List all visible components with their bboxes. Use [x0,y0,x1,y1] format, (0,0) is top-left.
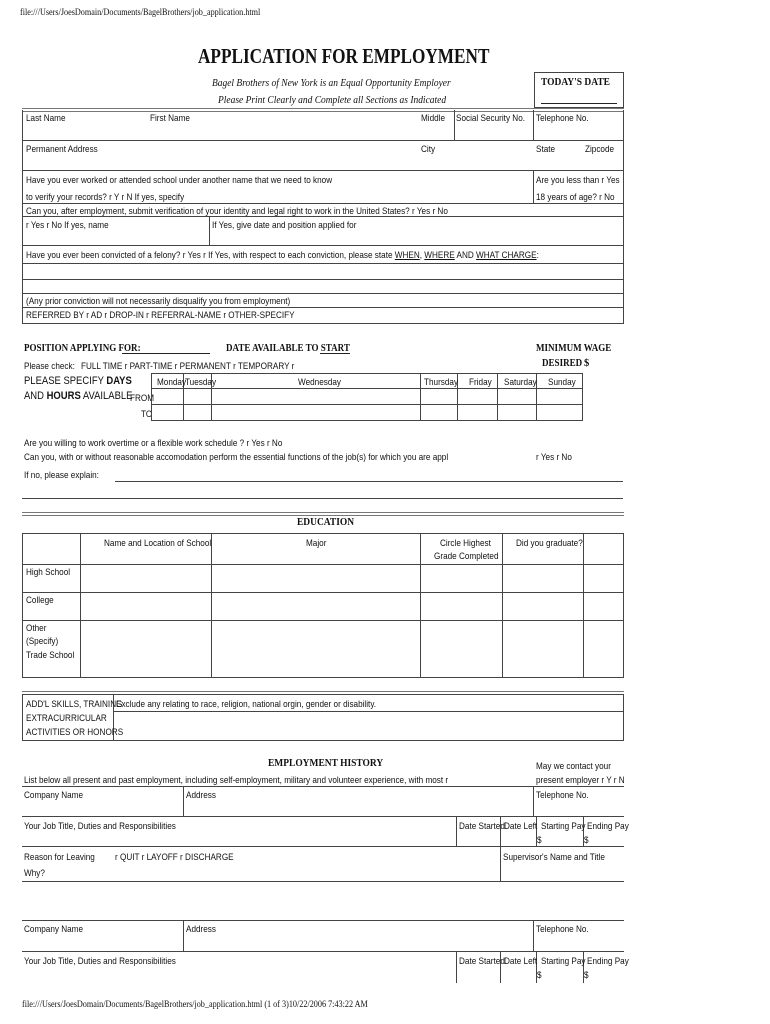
other-name-question: Have you ever worked or attended school under another name that we need to know [26,175,333,186]
employment-history-heading: EMPLOYMENT HISTORY [268,757,384,769]
may-contact-label: May we contact your [536,761,611,772]
if-no-explain-label: If no, please explain: [24,470,99,481]
date-left-label-2: Date Left [504,956,538,967]
starting-pay-dollar: $ [537,835,542,846]
date-available-label: DATE AVAILABLE TO START [226,343,350,354]
overtime-question[interactable]: Are you willing to work overtime or a flexible work schedule ? r Yes r No [24,438,283,449]
starting-pay-label: Starting Pay [541,821,586,832]
from-label: FROM [130,393,155,404]
to-label: TO [141,409,153,420]
why-label: Why? [24,868,45,879]
education-heading: EDUCATION [297,516,355,528]
col-highest-grade: Circle Highest [440,538,491,549]
row-other-specify: (Specify) [26,636,59,647]
row-college: College [26,595,54,606]
ssn-label: Social Security No. [456,113,526,124]
activities-label: ACTIVITIES OR HONORS [26,727,124,738]
prior-conviction-note: (Any prior conviction will not necessarily disqualify you from employment) [26,296,291,307]
position-applying-label: POSITION APPLYING FOR: [24,343,141,354]
day-sunday: Sunday [548,377,576,388]
header-file-path: file:///Users/JoesDomain/Documents/BagelBrothers/job_application.html [20,8,261,18]
starting-pay-dollar-2: $ [537,970,542,981]
job-title-label-2: Your Job Title, Duties and Responsibilities [24,956,176,967]
specify-hours-label: AND HOURS AVAILABLE [24,390,133,402]
under-18-question-cont[interactable]: 18 years of age? r No [536,192,615,203]
todays-date-box[interactable] [534,72,624,108]
wage-dollar-sign: $ [584,358,590,369]
middle-name-label: Middle [421,113,446,124]
todays-date-label: TODAY'S DATE [541,76,610,88]
row-high-school: High School [26,567,71,578]
col-highest-grade-cont: Grade Completed [434,551,499,562]
city-label: City [421,144,436,155]
row-other: Other [26,623,47,634]
company-address-label: Address [186,790,216,801]
day-friday: Friday [469,377,492,388]
specify-days-label: PLEASE SPECIFY DAYS [24,375,132,387]
company-telephone-label: Telephone No. [536,790,589,801]
row-trade-school: Trade School [26,650,75,661]
telephone-label: Telephone No. [536,113,589,124]
wage-desired-label: DESIRED [542,358,583,369]
essential-functions-options[interactable]: r Yes r No [536,452,572,463]
subtitle-instructions: Please Print Clearly and Complete all Sections as Indicated [218,94,447,106]
verify-records-question[interactable]: to verify your records? r Y r N If yes, specify [26,192,185,203]
felony-question[interactable]: Have you ever been convicted of a felony? r Yes r If Yes, with respect to each conviction, please state WHEN, WHERE AND WHAT CHARGE: [26,250,539,261]
referred-by-options[interactable]: REFERRED BY r AD r DROP-IN r REFERRAL-NAME r OTHER-SPECIFY [26,310,295,321]
first-name-label: First Name [150,113,190,124]
day-saturday: Saturday [504,377,537,388]
date-left-label: Date Left [504,821,538,832]
minimum-wage-label: MINIMUM WAGE [536,343,612,354]
company-name-label: Company Name [24,790,84,801]
contact-employer-options[interactable]: present employer r Y r N [536,775,625,786]
applied-before-question[interactable]: r Yes r No If yes, name [26,220,109,231]
starting-pay-label-2: Starting Pay [541,956,586,967]
permanent-address-label: Permanent Address [26,144,98,155]
ending-pay-label-2: Ending Pay [587,956,629,967]
col-school-name: Name and Location of School [104,538,212,549]
col-major: Major [306,538,327,549]
state-label: State [536,144,556,155]
supervisor-label: Supervisor's Name and Title [503,852,605,863]
reason-leaving-label: Reason for Leaving [24,852,95,863]
applied-before-date-label: If Yes, give date and position applied for [212,220,357,231]
zipcode-label: Zipcode [585,144,615,155]
please-check-label: Please check: [24,361,75,372]
work-verification-question[interactable]: Can you, after employment, submit verification of your identity and legal right to work in the United States? r Yes r No [26,206,448,217]
subtitle-eeo: Bagel Brothers of New York is an Equal Opportunity Employer [212,77,451,89]
page-title: APPLICATION FOR EMPLOYMENT [198,44,490,68]
day-monday: Monday [157,377,187,388]
skills-label: ADD'L SKILLS, TRAINING [26,699,123,710]
company-address-label-2: Address [186,924,216,935]
under-18-question[interactable]: Are you less than r Yes [536,175,620,186]
job-title-label: Your Job Title, Duties and Responsibilities [24,821,176,832]
footer-file-path: file:///Users/JoesDomain/Documents/BagelBrothers/job_application.html (1 of 3)10/22/2006 7:43:22 AM [22,1000,368,1010]
day-tuesday: Tuesday [185,377,217,388]
education-table[interactable] [22,533,624,678]
company-name-label-2: Company Name [24,924,84,935]
reason-leaving-options[interactable]: r QUIT r LAYOFF r DISCHARGE [115,852,234,863]
employment-intro: List below all present and past employment, including self-employment, military and volunteer experience, with most r [24,775,449,786]
ending-pay-dollar: $ [584,835,589,846]
company-telephone-label-2: Telephone No. [536,924,589,935]
employment-type-options[interactable]: FULL TIME r PART-TIME r PERMANENT r TEMPORARY r [81,361,295,372]
date-started-label-2: Date Started [459,956,505,967]
extracurricular-label: EXTRACURRICULAR [26,713,107,724]
day-thursday: Thursday [424,377,459,388]
ending-pay-dollar-2: $ [584,970,589,981]
day-wednesday: Wednesday [298,377,341,388]
col-graduated: Did you graduate? [516,538,583,549]
ending-pay-label: Ending Pay [587,821,629,832]
date-started-label: Date Started [459,821,505,832]
skills-exclusion-note: Exclude any relating to race, religion, national orgin, gender or disability. [116,699,377,710]
essential-functions-question: Can you, with or without reasonable accomodation perform the essential functions of the job(s) for which you are appl [24,452,449,463]
last-name-label: Last Name [26,113,66,124]
